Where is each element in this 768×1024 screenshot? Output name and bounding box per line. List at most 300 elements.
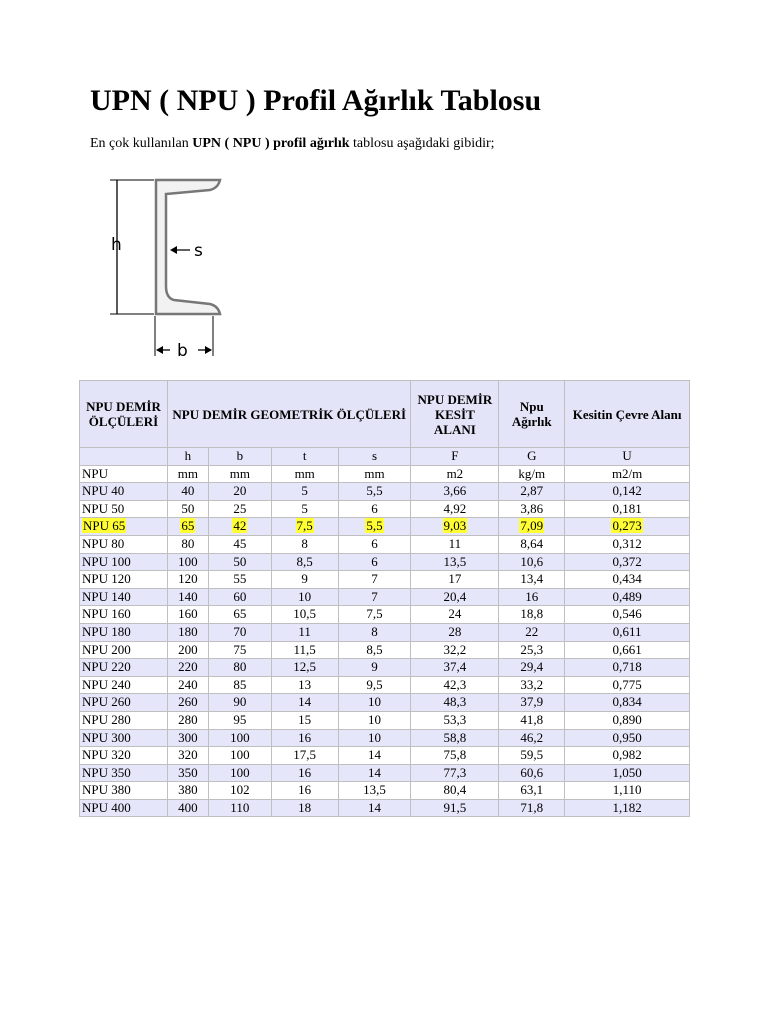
value-cell-g: [499, 782, 565, 800]
value-cell-b: [208, 553, 271, 571]
value-b: 100: [230, 747, 250, 763]
value-b: 65: [233, 606, 247, 622]
table-row: [80, 782, 690, 800]
profile-name-cell: [80, 641, 168, 659]
value-cell-b: [208, 782, 271, 800]
value-f: 11: [448, 535, 462, 551]
value-s: 6: [371, 535, 378, 551]
value-f: 58,8: [443, 729, 467, 745]
value-cell-t: [271, 518, 338, 536]
value-cell-u: [565, 571, 690, 589]
profile-name: NPU 120: [82, 571, 131, 587]
value-cell-t: [271, 535, 338, 553]
value-cell-f: [411, 535, 499, 553]
unit-cell: mm: [271, 465, 338, 483]
value-b: 70: [233, 623, 247, 639]
value-f: 75,8: [443, 747, 467, 763]
value-s: 7: [371, 588, 378, 604]
value-cell-b: [208, 500, 271, 518]
table-header-row: [80, 381, 690, 448]
value-s: 14: [368, 799, 382, 815]
value-h: 220: [178, 659, 198, 675]
symbol-cell: F: [411, 448, 499, 466]
value-cell-h: [167, 641, 208, 659]
value-cell-f: [411, 694, 499, 712]
value-cell-s: [338, 676, 411, 694]
value-t: 5: [301, 500, 308, 516]
header-weight: Npu Ağırlık: [499, 381, 565, 448]
value-h: 180: [178, 623, 198, 639]
value-h: 120: [178, 571, 198, 587]
value-u: 0,546: [612, 606, 642, 622]
value-f: 37,4: [443, 659, 467, 675]
b-arrow-left-head: [156, 346, 163, 354]
value-cell-u: [565, 676, 690, 694]
table-row: [80, 553, 690, 571]
value-cell-t: [271, 729, 338, 747]
profile-name: NPU 280: [82, 711, 131, 727]
value-cell-t: [271, 747, 338, 765]
table-row: [80, 606, 690, 624]
value-cell-t: [271, 500, 338, 518]
value-f: 91,5: [443, 799, 467, 815]
value-cell-s: [338, 518, 411, 536]
value-g: 37,9: [520, 694, 544, 710]
value-g: 63,1: [520, 782, 544, 798]
s-arrow-head: [170, 246, 177, 254]
table-row: [80, 571, 690, 589]
value-cell-b: [208, 641, 271, 659]
value-cell-h: [167, 694, 208, 712]
unit-cell: m2/m: [565, 465, 690, 483]
value-cell-u: [565, 641, 690, 659]
value-cell-g: [499, 588, 565, 606]
value-cell-g: [499, 606, 565, 624]
value-s: 13,5: [363, 782, 386, 798]
b-label: b: [177, 341, 188, 360]
value-h: 260: [178, 694, 198, 710]
value-u: 0,142: [612, 483, 642, 499]
h-label: h: [111, 235, 122, 255]
value-cell-u: [565, 764, 690, 782]
units-row: [80, 465, 690, 483]
value-s: 6: [371, 553, 378, 569]
value-cell-f: [411, 711, 499, 729]
value-cell-b: [208, 799, 271, 817]
value-cell-u: [565, 659, 690, 677]
profile-name: NPU 180: [82, 623, 131, 639]
value-t: 5: [301, 483, 308, 499]
value-g: 13,4: [520, 571, 544, 587]
value-cell-h: [167, 518, 208, 536]
value-h: 80: [181, 535, 195, 551]
table-row: [80, 535, 690, 553]
value-u: 0,611: [612, 623, 642, 639]
value-b: 95: [233, 711, 247, 727]
profile-name-cell: [80, 571, 168, 589]
value-cell-u: [565, 606, 690, 624]
value-b: 20: [233, 483, 247, 499]
value-cell-f: [411, 588, 499, 606]
profile-name-cell: [80, 606, 168, 624]
value-cell-f: [411, 641, 499, 659]
value-cell-u: [565, 483, 690, 501]
profile-name: NPU 320: [82, 747, 131, 763]
table-row: [80, 623, 690, 641]
page-title: UPN ( NPU ) Profil Ağırlık Tablosu: [90, 84, 542, 117]
value-cell-u: [565, 729, 690, 747]
value-g: 18,8: [520, 606, 544, 622]
value-t: 8: [301, 535, 308, 551]
value-cell-u: [565, 553, 690, 571]
value-u: 0,434: [612, 571, 642, 587]
value-h: 280: [178, 711, 198, 727]
value-cell-s: [338, 711, 411, 729]
table-row: [80, 747, 690, 765]
value-cell-b: [208, 676, 271, 694]
value-g: 59,5: [520, 747, 544, 763]
value-f: 9,03: [443, 518, 467, 534]
value-cell-f: [411, 606, 499, 624]
value-cell-s: [338, 764, 411, 782]
value-u: 0,834: [612, 694, 642, 710]
value-cell-u: [565, 711, 690, 729]
value-cell-t: [271, 764, 338, 782]
value-f: 3,66: [443, 483, 467, 499]
value-cell-h: [167, 588, 208, 606]
value-b: 42: [233, 518, 247, 534]
value-b: 25: [233, 500, 247, 516]
value-cell-t: [271, 659, 338, 677]
profile-name-cell: [80, 799, 168, 817]
symbol-cell: U: [565, 448, 690, 466]
value-s: 7,5: [366, 606, 383, 622]
value-g: 10,6: [520, 553, 544, 569]
value-s: 7: [371, 571, 378, 587]
value-cell-u: [565, 799, 690, 817]
profile-name: NPU 100: [82, 553, 131, 569]
value-cell-g: [499, 641, 565, 659]
value-t: 16: [298, 782, 312, 798]
profile-name-cell: [80, 694, 168, 712]
value-g: 33,2: [520, 676, 544, 692]
value-cell-g: [499, 729, 565, 747]
value-cell-h: [167, 799, 208, 817]
value-cell-s: [338, 799, 411, 817]
value-cell-s: [338, 483, 411, 501]
value-cell-t: [271, 676, 338, 694]
value-cell-t: [271, 799, 338, 817]
value-s: 14: [368, 764, 382, 780]
profile-name-cell: [80, 483, 168, 501]
value-h: 240: [178, 676, 198, 692]
unit-cell: mm: [208, 465, 271, 483]
table-row: [80, 694, 690, 712]
value-cell-f: [411, 782, 499, 800]
value-h: 300: [178, 729, 198, 745]
table-row: [80, 711, 690, 729]
value-t: 16: [298, 764, 312, 780]
unit-cell: m2: [411, 465, 499, 483]
value-h: 350: [178, 764, 198, 780]
value-b: 110: [230, 799, 250, 815]
value-cell-g: [499, 676, 565, 694]
symbol-cell: b: [208, 448, 271, 466]
header-geometric-dimensions: NPU DEMİR GEOMETRİK ÖLÇÜLERİ: [167, 381, 411, 448]
value-f: 4,92: [443, 500, 467, 516]
value-cell-t: [271, 623, 338, 641]
value-g: 7,09: [520, 518, 544, 534]
value-b: 80: [233, 659, 247, 675]
value-g: 2,87: [520, 483, 544, 499]
value-u: 0,661: [612, 641, 642, 657]
value-f: 80,4: [443, 782, 467, 798]
value-cell-b: [208, 535, 271, 553]
b-arrow-right-head: [205, 346, 212, 354]
table-row: [80, 729, 690, 747]
symbol-cell: G: [499, 448, 565, 466]
value-cell-s: [338, 659, 411, 677]
value-cell-g: [499, 799, 565, 817]
unit-cell: kg/m: [499, 465, 565, 483]
profile-name-cell: [80, 711, 168, 729]
profile-name-cell: [80, 764, 168, 782]
channel-profile-diagram: [110, 170, 230, 360]
value-cell-b: [208, 711, 271, 729]
table-row: [80, 483, 690, 501]
intro-text-pre: En çok kullanılan: [90, 136, 193, 151]
table-row: [80, 676, 690, 694]
value-cell-f: [411, 553, 499, 571]
value-cell-b: [208, 747, 271, 765]
value-cell-t: [271, 553, 338, 571]
s-label: s: [194, 241, 203, 261]
symbol-row: [80, 448, 690, 466]
value-t: 7,5: [296, 518, 313, 534]
value-u: 0,718: [612, 659, 642, 675]
value-h: 400: [178, 799, 198, 815]
value-t: 14: [298, 694, 312, 710]
value-g: 46,2: [520, 729, 544, 745]
value-s: 8,5: [366, 641, 383, 657]
value-cell-g: [499, 764, 565, 782]
value-cell-h: [167, 483, 208, 501]
unit-cell: mm: [338, 465, 411, 483]
profile-name-cell: [80, 659, 168, 677]
profile-name: NPU 65: [83, 518, 126, 534]
value-h: 380: [178, 782, 198, 798]
value-cell-g: [499, 535, 565, 553]
profile-name: NPU 220: [82, 659, 131, 675]
value-cell-u: [565, 782, 690, 800]
value-g: 3,86: [520, 500, 544, 516]
value-s: 14: [368, 747, 382, 763]
table-row: [80, 659, 690, 677]
table-row: [80, 588, 690, 606]
value-u: 0,372: [612, 553, 642, 569]
profile-name: NPU 50: [82, 500, 125, 516]
value-cell-u: [565, 535, 690, 553]
value-cell-g: [499, 483, 565, 501]
value-g: 29,4: [520, 659, 544, 675]
value-cell-u: [565, 623, 690, 641]
value-cell-g: [499, 500, 565, 518]
value-cell-b: [208, 571, 271, 589]
value-b: 55: [233, 571, 247, 587]
value-t: 16: [298, 729, 312, 745]
value-b: 100: [230, 764, 250, 780]
table-row: [80, 500, 690, 518]
value-cell-s: [338, 500, 411, 518]
value-b: 75: [233, 641, 247, 657]
value-f: 48,3: [443, 694, 467, 710]
value-cell-f: [411, 623, 499, 641]
value-cell-f: [411, 764, 499, 782]
value-s: 8: [371, 623, 378, 639]
value-t: 15: [298, 711, 312, 727]
profile-name: NPU 380: [82, 782, 131, 798]
value-cell-t: [271, 588, 338, 606]
intro-text-bold: UPN ( NPU ) profil ağırlık: [192, 136, 350, 151]
value-b: 90: [233, 694, 247, 710]
value-h: 40: [181, 483, 195, 499]
value-cell-h: [167, 571, 208, 589]
value-cell-h: [167, 623, 208, 641]
value-g: 41,8: [520, 711, 544, 727]
value-cell-g: [499, 711, 565, 729]
profile-name-cell: [80, 535, 168, 553]
value-cell-t: [271, 641, 338, 659]
npu-weight-table: [79, 380, 690, 817]
symbol-cell: s: [338, 448, 411, 466]
profile-name-cell: [80, 588, 168, 606]
value-h: 200: [178, 641, 198, 657]
value-cell-f: [411, 500, 499, 518]
value-cell-f: [411, 729, 499, 747]
value-u: 0,890: [612, 711, 642, 727]
value-b: 45: [233, 535, 247, 551]
table-row: [80, 799, 690, 817]
value-cell-b: [208, 764, 271, 782]
value-cell-g: [499, 571, 565, 589]
value-cell-s: [338, 535, 411, 553]
value-b: 50: [233, 553, 247, 569]
value-cell-b: [208, 729, 271, 747]
profile-name: NPU 400: [82, 799, 131, 815]
value-cell-g: [499, 553, 565, 571]
value-cell-s: [338, 782, 411, 800]
value-cell-f: [411, 659, 499, 677]
value-cell-t: [271, 606, 338, 624]
value-cell-h: [167, 782, 208, 800]
profile-name-cell: [80, 676, 168, 694]
value-h: 160: [178, 606, 198, 622]
value-f: 53,3: [443, 711, 467, 727]
header-section-area: NPU DEMİR KESİT ALANI: [411, 381, 499, 448]
value-f: 42,3: [443, 676, 467, 692]
value-f: 28: [448, 623, 462, 639]
value-cell-t: [271, 711, 338, 729]
value-cell-f: [411, 483, 499, 501]
value-s: 5,5: [366, 483, 383, 499]
profile-name: NPU 260: [82, 694, 131, 710]
value-cell-f: [411, 676, 499, 694]
value-cell-f: [411, 518, 499, 536]
value-b: 102: [230, 782, 250, 798]
value-cell-b: [208, 694, 271, 712]
value-u: 1,050: [612, 764, 642, 780]
value-cell-g: [499, 623, 565, 641]
value-cell-t: [271, 782, 338, 800]
value-u: 0,950: [612, 729, 642, 745]
value-u: 0,775: [612, 676, 642, 692]
value-u: 0,312: [612, 535, 642, 551]
profile-name-cell: [80, 553, 168, 571]
value-cell-b: [208, 659, 271, 677]
value-f: 17: [448, 571, 462, 587]
value-cell-u: [565, 694, 690, 712]
value-cell-s: [338, 553, 411, 571]
profile-name: NPU 140: [82, 588, 131, 604]
channel-section-shape: [156, 180, 220, 314]
intro-paragraph: [90, 136, 495, 152]
value-cell-b: [208, 623, 271, 641]
value-cell-h: [167, 676, 208, 694]
value-g: 60,6: [520, 764, 544, 780]
unit-cell: mm: [167, 465, 208, 483]
value-f: 20,4: [443, 588, 467, 604]
value-h: 140: [178, 588, 198, 604]
value-cell-h: [167, 606, 208, 624]
value-cell-h: [167, 729, 208, 747]
value-cell-f: [411, 747, 499, 765]
value-t: 12,5: [293, 659, 317, 675]
header-npu-dimensions: NPU DEMİR ÖLÇÜLERİ: [80, 381, 168, 448]
value-cell-u: [565, 518, 690, 536]
profile-name: NPU 300: [82, 729, 131, 745]
profile-name: NPU 80: [82, 535, 125, 551]
value-cell-f: [411, 799, 499, 817]
profile-name-cell: [80, 782, 168, 800]
value-cell-b: [208, 606, 271, 624]
value-cell-h: [167, 553, 208, 571]
value-t: 18: [298, 799, 312, 815]
value-cell-g: [499, 659, 565, 677]
profile-name-cell: [80, 500, 168, 518]
value-u: 1,110: [612, 782, 642, 798]
value-t: 10,5: [293, 606, 317, 622]
value-cell-s: [338, 729, 411, 747]
value-t: 17,5: [293, 747, 317, 763]
value-cell-g: [499, 518, 565, 536]
value-h: 100: [178, 553, 198, 569]
symbol-cell-empty: [80, 448, 168, 466]
value-b: 60: [233, 588, 247, 604]
profile-name: NPU 40: [82, 483, 125, 499]
value-u: 0,982: [612, 747, 642, 763]
value-g: 25,3: [520, 641, 544, 657]
value-f: 13,5: [443, 553, 467, 569]
value-s: 9,5: [366, 676, 383, 692]
profile-name: NPU 200: [82, 641, 131, 657]
intro-text-post: tablosu aşağıdaki gibidir;: [349, 136, 495, 151]
value-cell-t: [271, 694, 338, 712]
value-h: 320: [178, 747, 198, 763]
value-cell-t: [271, 483, 338, 501]
value-cell-b: [208, 518, 271, 536]
value-s: 6: [371, 500, 378, 516]
value-cell-h: [167, 764, 208, 782]
